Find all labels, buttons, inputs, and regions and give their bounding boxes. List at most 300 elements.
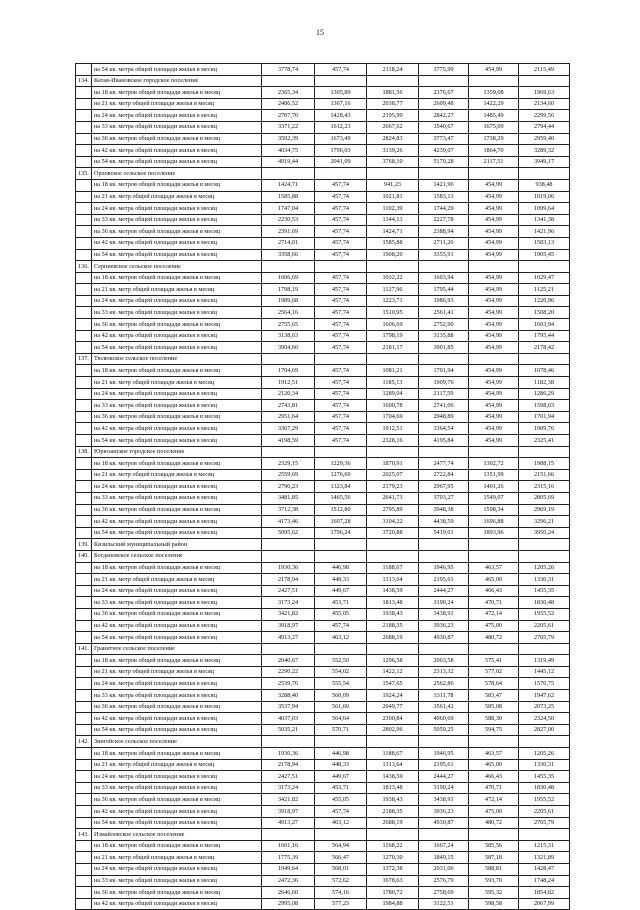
row-label: на 54 кв. метра общей площади жилья в месяц	[92, 64, 262, 76]
value-cell: 577,02	[469, 666, 519, 678]
value-cell: 454,99	[469, 214, 519, 226]
row-label: на 42 кв. метра общей площади жилья в месяц	[92, 806, 262, 818]
row-label: на 54 кв. метра общей площади жилья в месяц	[92, 817, 262, 829]
row-label: на 33 кв. метра общей площади жилья в месяц	[92, 400, 262, 412]
value-cell: 1296,58	[367, 655, 419, 667]
table-row	[76, 724, 570, 736]
value-cell: 1796,03	[315, 145, 367, 157]
empty-cell	[262, 539, 315, 551]
value-cell: 3364,54	[419, 423, 469, 435]
value-cell: 1830,48	[519, 597, 570, 609]
value-cell: 3540,67	[419, 121, 469, 133]
empty-cell	[419, 736, 469, 748]
table-row	[76, 272, 570, 284]
value-cell: 1424,71	[367, 226, 419, 238]
value-cell: 2564,16	[262, 307, 315, 319]
value-cell: 480,72	[469, 817, 519, 829]
row-number-cell	[76, 458, 92, 470]
empty-cell	[469, 643, 519, 655]
value-cell: 2562,86	[419, 678, 469, 690]
value-cell: 570,71	[315, 724, 367, 736]
value-cell: 1989,68	[262, 295, 315, 307]
value-cell: 4438,59	[419, 516, 469, 528]
value-cell: 2315,16	[519, 481, 570, 493]
table-row	[76, 365, 570, 377]
table-row	[76, 887, 570, 899]
empty-cell	[519, 75, 570, 87]
value-cell: 3778,74	[262, 64, 315, 76]
value-cell: 457,74	[315, 620, 367, 632]
row-label: на 21 кв. метр общей площади жилья в месяц	[92, 574, 262, 586]
value-cell: 454,99	[469, 365, 519, 377]
value-cell: 3173,24	[262, 597, 315, 609]
row-number-cell	[76, 400, 92, 412]
value-cell: 1905,45	[519, 249, 570, 261]
value-cell: 2063,58	[419, 655, 469, 667]
value-cell: 5035,21	[262, 724, 315, 736]
value-cell: 457,74	[315, 295, 367, 307]
value-cell: 1422,29	[469, 98, 519, 110]
value-cell: 588,30	[469, 713, 519, 725]
value-cell: 2805,69	[519, 492, 570, 504]
row-number-cell	[76, 852, 92, 864]
value-cell: 2376,67	[419, 87, 469, 99]
row-label: на 21 кв. метр общей площади жилья в месяц	[92, 377, 262, 389]
value-cell: 2118,24	[367, 64, 419, 76]
empty-cell	[315, 168, 367, 180]
value-cell: 472,14	[469, 794, 519, 806]
value-cell: 1775,39	[262, 852, 315, 864]
value-cell: 463,57	[469, 562, 519, 574]
value-cell: 3104,22	[367, 516, 419, 528]
value-cell: 3138,63	[262, 330, 315, 342]
value-cell: 2758,69	[419, 887, 469, 899]
row-number-cell	[76, 701, 92, 713]
table-row	[76, 690, 570, 702]
value-cell: 564,64	[315, 713, 367, 725]
value-cell: 2752,90	[419, 319, 469, 331]
value-cell: 1603,94	[519, 319, 570, 331]
value-cell: 938,48	[519, 179, 570, 191]
value-cell: 575,41	[469, 655, 519, 667]
value-cell: 578,64	[469, 678, 519, 690]
value-cell: 2705,79	[519, 817, 570, 829]
value-cell: 2073,25	[519, 701, 570, 713]
value-cell: 2181,17	[367, 342, 419, 354]
value-cell: 1321,89	[519, 852, 570, 864]
row-number-cell	[76, 272, 92, 284]
value-cell: 2959,40	[519, 133, 570, 145]
value-cell: 1908,20	[367, 249, 419, 261]
row-label: на 21 кв. метр общей площади жилья в месяц	[92, 191, 262, 203]
value-cell: 3190,24	[419, 597, 469, 609]
table-row	[76, 249, 570, 261]
section-title: Катав-Ивановское городское поселение	[92, 75, 262, 87]
row-number-cell	[76, 620, 92, 632]
value-cell: 1606,69	[367, 319, 419, 331]
value-cell: 4198,59	[262, 435, 315, 447]
section-number: 136.	[76, 261, 92, 273]
row-label: на 21 кв. метр общей площади жилья в месяц	[92, 852, 262, 864]
value-cell: 552,50	[315, 655, 367, 667]
section-header-row	[76, 353, 570, 365]
section-title: Тюлюкское сельское поселение	[92, 353, 262, 365]
row-label: на 18 кв. метров общей площади жилья в месяц	[92, 748, 262, 760]
value-cell: 1182,38	[519, 377, 570, 389]
section-header-row	[76, 829, 570, 841]
value-cell: 1127,96	[367, 284, 419, 296]
value-cell: 457,74	[315, 400, 367, 412]
value-cell: 2195,61	[419, 574, 469, 586]
empty-cell	[519, 353, 570, 365]
value-cell: 2025,07	[367, 469, 419, 481]
section-header-row	[76, 539, 570, 551]
value-cell: 2120,34	[262, 388, 315, 400]
value-cell: 2561,41	[419, 307, 469, 319]
value-cell: 1205,26	[519, 748, 570, 760]
section-header-row	[76, 550, 570, 562]
value-cell: 554,02	[315, 666, 367, 678]
row-number-cell	[76, 377, 92, 389]
value-cell: 3190,24	[419, 782, 469, 794]
value-cell: 1367,16	[315, 98, 367, 110]
row-number-cell	[76, 504, 92, 516]
section-header-row	[76, 168, 570, 180]
value-cell: 3421,82	[262, 608, 315, 620]
section-title: Измайловское сельское поселение	[92, 829, 262, 841]
value-cell: 3712,38	[262, 504, 315, 516]
value-cell: 1854,82	[519, 887, 570, 899]
row-number-cell	[76, 411, 92, 423]
value-cell: 2951,64	[262, 411, 315, 423]
value-cell: 454,99	[469, 307, 519, 319]
empty-cell	[262, 168, 315, 180]
section-number: 134.	[76, 75, 92, 87]
value-cell: 1795,44	[419, 284, 469, 296]
value-cell: 3139,26	[367, 145, 419, 157]
empty-cell	[419, 446, 469, 458]
table-row	[76, 713, 570, 725]
value-cell: 2967,95	[419, 481, 469, 493]
value-cell: 454,99	[469, 203, 519, 215]
empty-cell	[419, 643, 469, 655]
value-cell: 2388,94	[419, 226, 469, 238]
value-cell: 463,12	[315, 817, 367, 829]
row-number-cell	[76, 562, 92, 574]
row-label: на 33 кв. метра общей площади жилья в месяц	[92, 690, 262, 702]
value-cell: 2195,61	[419, 759, 469, 771]
row-number-cell	[76, 295, 92, 307]
value-cell: 1744,29	[419, 203, 469, 215]
empty-cell	[469, 736, 519, 748]
value-cell: 1585,88	[367, 237, 419, 249]
value-cell: 1270,30	[367, 852, 419, 864]
value-cell: 454,99	[469, 400, 519, 412]
value-cell: 1188,67	[367, 562, 419, 574]
value-cell: 1438,59	[367, 771, 419, 783]
table-row	[76, 608, 570, 620]
row-label: на 24 кв. метра общей площади жилья в месяц	[92, 203, 262, 215]
empty-cell	[315, 353, 367, 365]
table-row	[76, 898, 570, 910]
value-cell: 1465,56	[315, 492, 367, 504]
value-cell: 2743,81	[262, 400, 315, 412]
row-label: на 36 кв. метров общей площади жилья в месяц	[92, 411, 262, 423]
empty-cell	[419, 550, 469, 562]
section-number: 135.	[76, 168, 92, 180]
row-number-cell	[76, 388, 92, 400]
row-number-cell	[76, 608, 92, 620]
empty-cell	[315, 75, 367, 87]
value-cell: 585,08	[469, 701, 519, 713]
value-cell: 454,99	[469, 388, 519, 400]
table-row	[76, 203, 570, 215]
value-cell: 2827,00	[519, 724, 570, 736]
value-cell: 598,58	[469, 898, 519, 910]
value-cell: 2755,65	[262, 319, 315, 331]
empty-cell	[367, 446, 419, 458]
value-cell: 1223,71	[367, 295, 419, 307]
table-row	[76, 748, 570, 760]
section-header-row	[76, 643, 570, 655]
value-cell: 2646,60	[262, 887, 315, 899]
value-cell: 457,74	[315, 307, 367, 319]
section-header-row	[76, 75, 570, 87]
value-cell: 3592,39	[262, 133, 315, 145]
row-label: на 21 кв. метр общей площади жилья в месяц	[92, 469, 262, 481]
table-row	[76, 875, 570, 887]
value-cell: 448,33	[315, 574, 367, 586]
value-cell: 561,60	[315, 701, 367, 713]
value-cell: 1078,46	[519, 365, 570, 377]
value-cell: 4173,46	[262, 516, 315, 528]
row-number-cell	[76, 203, 92, 215]
value-cell: 1485,49	[469, 110, 519, 122]
value-cell: 564,94	[315, 840, 367, 852]
row-label: на 54 кв. метра общей площади жилья в месяц	[92, 342, 262, 354]
table-row	[76, 562, 570, 574]
empty-cell	[519, 829, 570, 841]
table-row	[76, 342, 570, 354]
value-cell: 2205,61	[519, 620, 570, 632]
value-cell: 475,00	[469, 620, 519, 632]
value-cell: 2711,26	[419, 237, 469, 249]
value-cell: 457,74	[315, 806, 367, 818]
value-cell: 3135,88	[419, 330, 469, 342]
tariff-table	[75, 63, 570, 910]
table-row	[76, 759, 570, 771]
table-row	[76, 226, 570, 238]
value-cell: 1600,78	[367, 400, 419, 412]
value-cell: 5419,01	[419, 527, 469, 539]
empty-cell	[419, 353, 469, 365]
value-cell: 3288,40	[262, 690, 315, 702]
value-cell: 3371,22	[262, 121, 315, 133]
value-cell: 2300,84	[367, 713, 419, 725]
value-cell: 1947,62	[519, 690, 570, 702]
value-cell: 4930,87	[419, 632, 469, 644]
value-cell: 3948,38	[419, 504, 469, 516]
value-cell: 1870,91	[367, 458, 419, 470]
row-number-cell	[76, 307, 92, 319]
value-cell: 2391,69	[262, 226, 315, 238]
value-cell: 568,01	[315, 863, 367, 875]
table-row	[76, 782, 570, 794]
row-label: на 18 кв. метров общей площади жилья в месяц	[92, 179, 262, 191]
value-cell: 1289,04	[367, 388, 419, 400]
empty-cell	[262, 353, 315, 365]
value-cell: 1421,96	[519, 226, 570, 238]
value-cell: 463,57	[469, 748, 519, 760]
row-number-cell	[76, 110, 92, 122]
value-cell: 3311,78	[419, 690, 469, 702]
value-cell: 1673,49	[315, 133, 367, 145]
value-cell: 2790,23	[262, 481, 315, 493]
value-cell: 1701,94	[519, 411, 570, 423]
value-cell: 1421,96	[419, 179, 469, 191]
value-cell: 1930,36	[262, 748, 315, 760]
value-cell: 457,74	[315, 64, 367, 76]
row-label: на 36 кв. метров общей площади жилья в месяц	[92, 504, 262, 516]
value-cell: 1798,19	[367, 330, 419, 342]
table-row	[76, 585, 570, 597]
empty-cell	[469, 446, 519, 458]
row-number-cell	[76, 574, 92, 586]
row-number-cell	[76, 319, 92, 331]
row-number-cell	[76, 365, 92, 377]
row-label: на 18 кв. метров общей площади жилья в месяц	[92, 272, 262, 284]
value-cell: 1955,52	[519, 608, 570, 620]
row-number-cell	[76, 655, 92, 667]
value-cell: 1302,72	[469, 458, 519, 470]
table-row	[76, 87, 570, 99]
empty-cell	[315, 736, 367, 748]
value-cell: 1323,84	[315, 481, 367, 493]
table-row	[76, 481, 570, 493]
table-row	[76, 133, 570, 145]
value-cell: 454,99	[469, 249, 519, 261]
value-cell: 1813,48	[367, 597, 419, 609]
value-cell: 1603,94	[419, 272, 469, 284]
value-cell: 3720,88	[367, 527, 419, 539]
empty-cell	[262, 550, 315, 562]
value-cell: 3703,27	[419, 492, 469, 504]
value-cell: 4037,03	[262, 713, 315, 725]
table-row	[76, 655, 570, 667]
table-row	[76, 156, 570, 168]
value-cell: 1813,48	[367, 782, 419, 794]
value-cell: 2151,66	[519, 469, 570, 481]
value-cell: 1704,69	[367, 411, 419, 423]
value-cell: 1428,47	[519, 863, 570, 875]
row-number-cell	[76, 759, 92, 771]
value-cell: 1938,43	[367, 794, 419, 806]
value-cell: 4034,75	[262, 145, 315, 157]
table-row	[76, 852, 570, 864]
value-cell: 454,99	[469, 237, 519, 249]
value-cell: 1984,88	[367, 898, 419, 910]
row-number-cell	[76, 771, 92, 783]
value-cell: 1986,93	[419, 295, 469, 307]
section-header-row	[76, 736, 570, 748]
value-cell: 595,32	[469, 887, 519, 899]
value-cell: 1099,64	[519, 203, 570, 215]
value-cell: 3561,42	[419, 701, 469, 713]
value-cell: 1341,38	[519, 214, 570, 226]
row-label: на 33 кв. метра общей площади жилья в месяц	[92, 121, 262, 133]
value-cell: 3768,10	[367, 156, 419, 168]
value-cell: 1445,12	[519, 666, 570, 678]
value-cell: 1830,48	[519, 782, 570, 794]
row-number-cell	[76, 237, 92, 249]
value-cell: 2794,44	[519, 121, 570, 133]
empty-cell	[262, 736, 315, 748]
value-cell: 1864,70	[469, 145, 519, 157]
table-row	[76, 64, 570, 76]
value-cell: 3918,97	[262, 806, 315, 818]
value-cell: 2188,35	[367, 620, 419, 632]
value-cell: 2705,79	[519, 632, 570, 644]
value-cell: 2117,51	[469, 156, 519, 168]
value-cell: 2290,22	[262, 666, 315, 678]
value-cell: 1701,94	[419, 365, 469, 377]
value-cell: 3901,85	[419, 342, 469, 354]
value-cell: 1893,96	[469, 527, 519, 539]
value-cell: 3936,23	[419, 620, 469, 632]
value-cell: 583,47	[469, 690, 519, 702]
value-cell: 1512,80	[315, 504, 367, 516]
value-cell: 2195,99	[367, 110, 419, 122]
value-cell: 1988,15	[519, 458, 570, 470]
value-cell: 1547,65	[367, 678, 419, 690]
row-number-cell	[76, 690, 92, 702]
row-number-cell	[76, 516, 92, 528]
value-cell: 466,43	[469, 771, 519, 783]
value-cell: 1401,26	[469, 481, 519, 493]
row-number-cell	[76, 179, 92, 191]
value-cell: 446,98	[315, 748, 367, 760]
value-cell: 1747,04	[262, 203, 315, 215]
value-cell: 454,99	[469, 272, 519, 284]
value-cell: 2041,09	[315, 156, 367, 168]
empty-cell	[469, 829, 519, 841]
value-cell: 1428,43	[315, 110, 367, 122]
value-cell: 5095,62	[262, 527, 315, 539]
row-label: на 24 кв. метра общей площади жилья в месяц	[92, 863, 262, 875]
value-cell: 594,75	[469, 724, 519, 736]
table-row	[76, 794, 570, 806]
tariff-table-body	[76, 64, 570, 910]
row-number-cell	[76, 898, 92, 910]
value-cell: 470,71	[469, 597, 519, 609]
row-label: на 33 кв. метра общей площади жилья в месяц	[92, 875, 262, 887]
value-cell: 1185,13	[367, 377, 419, 389]
value-cell: 453,71	[315, 597, 367, 609]
row-label: на 33 кв. метра общей площади жилья в месяц	[92, 597, 262, 609]
value-cell: 2486,52	[262, 98, 315, 110]
row-label: на 54 кв. метра общей площади жилья в месяц	[92, 156, 262, 168]
value-cell: 1220,96	[519, 295, 570, 307]
empty-cell	[419, 75, 469, 87]
value-cell: 1946,95	[419, 562, 469, 574]
row-label: на 36 кв. метров общей площади жилья в месяц	[92, 794, 262, 806]
empty-cell	[315, 829, 367, 841]
value-cell: 2741,06	[419, 400, 469, 412]
value-cell: 457,74	[315, 191, 367, 203]
empty-cell	[469, 75, 519, 87]
value-cell: 1969,63	[519, 87, 570, 99]
row-number-cell	[76, 887, 92, 899]
